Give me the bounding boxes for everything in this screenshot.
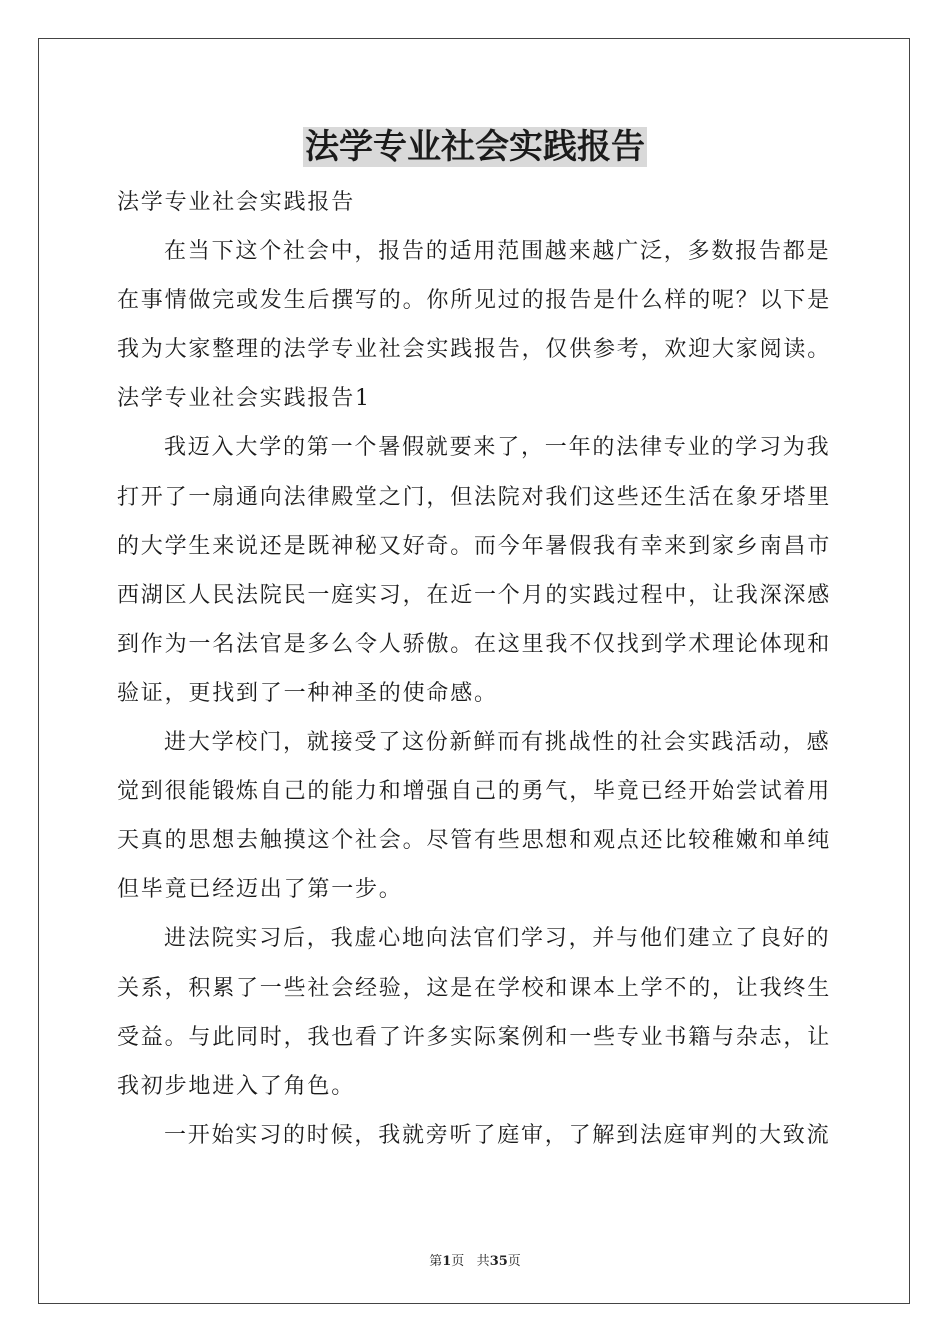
body-line: 验证，更找到了一种神圣的使命感。 — [117, 680, 498, 706]
body-line: 我为大家整理的法学专业社会实践报告，仅供参考，欢迎大家阅读。 — [117, 337, 832, 363]
body-line: 觉到很能锻炼自己的能力和增强自己的勇气，毕竟已经开始尝试着用 — [117, 779, 832, 805]
body-line: 打开了一扇通向法律殿堂之门，但法院对我们这些还生活在象牙塔里 — [117, 484, 832, 510]
total-suffix: 页 — [507, 1254, 521, 1269]
section-heading: 法学专业社会实践报告1 — [117, 386, 371, 412]
body-line: 受益。与此同时，我也看了许多实际案例和一些专业书籍与杂志，让 — [117, 1024, 832, 1050]
body-line: 关系，积累了一些社会经验，这是在学校和课本上学不的，让我终生 — [117, 975, 832, 1001]
page-footer — [0, 1250, 950, 1269]
body-line-subtitle: 法学专业社会实践报告 — [117, 190, 356, 215]
document-body — [117, 178, 833, 1160]
body-line: 进大学校门，就接受了这份新鲜而有挑战性的社会实践活动，感 — [164, 730, 831, 756]
page-number: 1 — [442, 1254, 452, 1269]
total-pages: 35 — [489, 1254, 508, 1269]
body-line: 进法院实习后，我虚心地向法官们学习，并与他们建立了良好的 — [164, 926, 831, 952]
body-line: 到作为一名法官是多么令人骄傲。在这里我不仅找到学术理论体现和 — [117, 631, 832, 657]
body-line: 我迈入大学的第一个暑假就要来了，一年的法律专业的学习为我 — [164, 435, 831, 461]
body-line: 但毕竟已经迈出了第一步。 — [117, 877, 403, 903]
body-line: 在当下这个社会中，报告的适用范围越来越广泛，多数报告都是 — [164, 239, 831, 265]
body-line: 西湖区人民法院民一庭实习，在近一个月的实践过程中，让我深深感 — [117, 582, 832, 608]
page-prefix: 第 — [429, 1254, 443, 1269]
total-prefix: 共 — [476, 1254, 490, 1269]
document-title-text: 法学专业社会实践报告 — [305, 127, 645, 167]
body-line: 天真的思想去触摸这个社会。尽管有些思想和观点还比较稚嫩和单纯 — [117, 828, 832, 854]
body-line: 我初步地进入了角色。 — [117, 1073, 356, 1099]
document-title — [0, 124, 950, 170]
body-line: 在事情做完或发生后撰写的。你所见过的报告是什么样的呢？以下是 — [117, 288, 832, 314]
page-suffix: 页 — [451, 1254, 465, 1269]
body-line: 的大学生来说还是既神秘又好奇。而今年暑假我有幸来到家乡南昌市 — [117, 533, 832, 559]
body-line: 一开始实习的时候，我就旁听了庭审，了解到法庭审判的大致流 — [164, 1122, 831, 1148]
